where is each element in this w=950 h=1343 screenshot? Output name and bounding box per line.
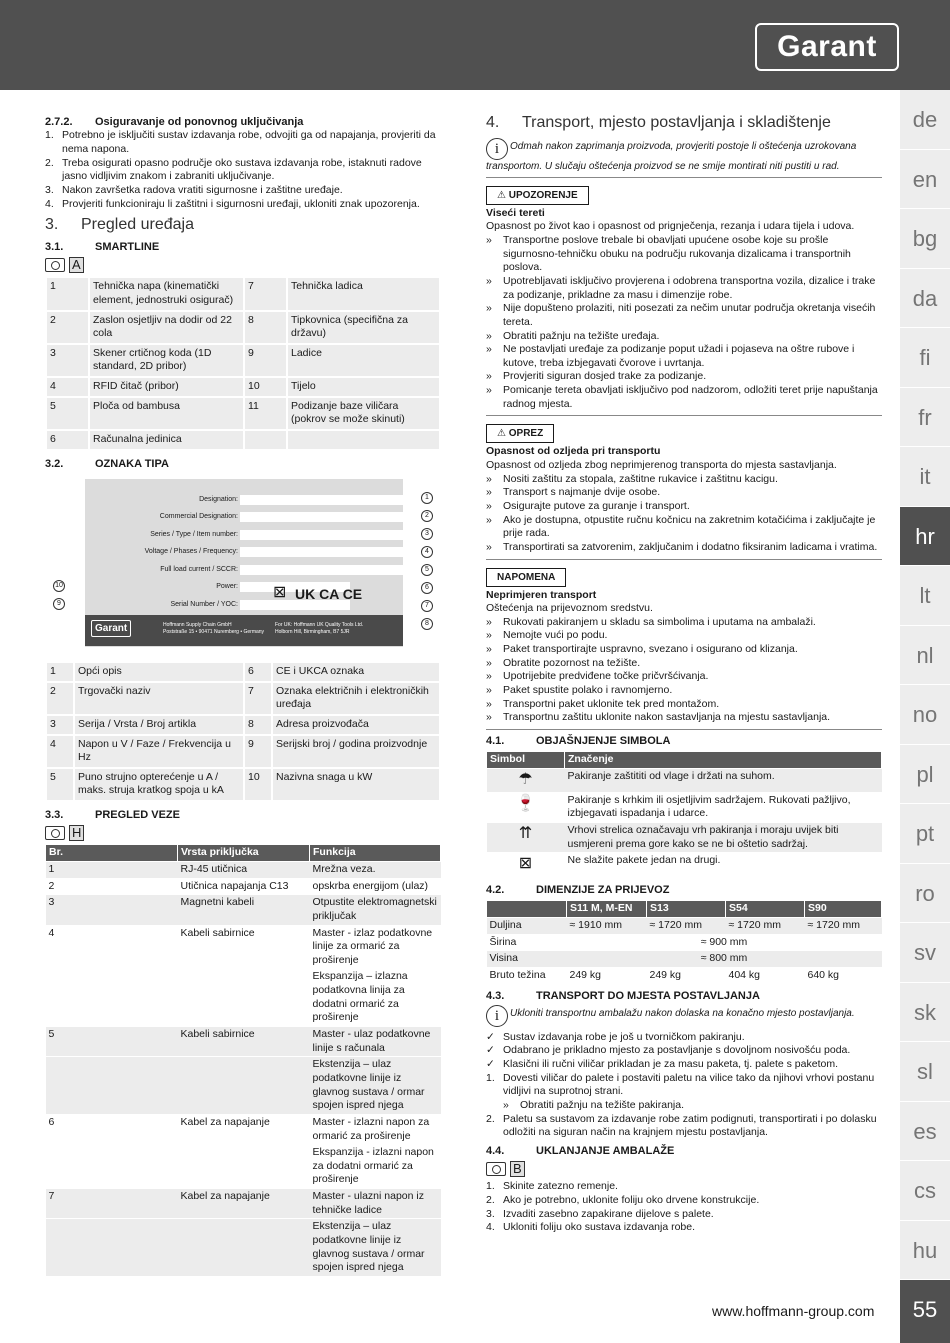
list-item: » Nemojte vući po podu. <box>486 629 882 643</box>
table-cell: ≈ 1720 mm <box>726 917 805 934</box>
table-cell: 249 kg <box>567 967 647 984</box>
table-cell: 404 kg <box>726 967 805 984</box>
column-header: S90 <box>805 901 882 918</box>
lang-tab-fr[interactable]: fr <box>900 388 950 448</box>
table-cell: 8 <box>244 311 287 344</box>
table-cell: Podizanje baze viličara (pokrov se može skinuti) <box>287 397 440 430</box>
table-cell: Zaslon osjetljiv na dodir od 22 cola <box>89 311 244 344</box>
right-column <box>486 113 882 1235</box>
section-heading-2-7-2: 2.7.2. Osiguravanje od ponovnog uključivanja <box>45 116 304 128</box>
info-icon: i <box>486 1005 508 1027</box>
list-item: » Upotrebljavati isključivo provjerena i odobrena transportna vozila, dizalice i trake za podizanje, prikladne za masu i dimenzije robe. <box>486 275 882 302</box>
table-cell: 6 <box>46 1114 178 1144</box>
figure-reference-b: B <box>486 1161 882 1177</box>
list-item: ✓ Klasični ili ručni viličar prikladan je za masu paketa, tj. palete s paketom. <box>486 1058 882 1072</box>
list-item: » Ne postavljati uređaje za podizanje poput užadi i pojaseva na oštre rubove i kutove, treba izbjegavati čvorove i uvrtanja. <box>486 343 882 370</box>
table-cell <box>287 430 440 450</box>
table-cell: Ekspanzija – izlazna podatkovna linija za dodatni ormarić za proširenje <box>310 969 441 1027</box>
divider <box>486 415 882 416</box>
table-row <box>46 1057 441 1115</box>
table-row <box>46 878 441 895</box>
callout-marker: 6 <box>421 582 433 594</box>
table-cell: 2 <box>46 878 178 895</box>
symbol-cell <box>487 822 565 852</box>
warning-badge: ⚠ UPOZORENJE <box>486 186 589 205</box>
plate-address-2: Poststraße 15 • 90471 Nuremberg • Germany <box>163 628 265 635</box>
list-item: » Nije dopušteno prolaziti, niti posezati za nečim unutar područja okretanja visećih tereta. <box>486 302 882 329</box>
table-cell: Kabel za napajanje <box>178 1189 310 1219</box>
plate-field-label: Power: <box>216 583 238 591</box>
table-cell: Ladice <box>287 344 440 377</box>
table-cell: Nazivna snaga u kW <box>272 768 440 801</box>
page-number: 55 <box>900 1280 950 1343</box>
warning-text: Opasnost po život kao i opasnost od prignječenja, rezanja i udara tijela i udova. <box>486 220 855 233</box>
callout-marker: 1 <box>421 492 433 504</box>
fragile-glass-icon: 🍷 <box>515 794 536 812</box>
list-item: 4. Provjeriti funkcioniraju li zaštitni i sigurnosni uređaji, ukloniti znak upozorenja. <box>45 197 420 210</box>
table-cell: Skener crtičnog koda (1D standard, 2D pribor) <box>89 344 244 377</box>
list-item: » Ako je dostupna, otpustite ručnu kočnicu na zakretnim kotačićima i zaključajte je prije rada. <box>486 514 882 541</box>
table-cell: Pakiranje zaštititi od vlage i držati na suhom. <box>565 768 882 792</box>
table-cell: 10 <box>244 768 272 801</box>
table-cell: Tipkovnica (specifična za državu) <box>287 311 440 344</box>
table-cell: ≈ 1910 mm <box>567 917 647 934</box>
table-cell: Oznaka električnih i elektroničkih uređaja <box>272 682 440 715</box>
figure-reference-h: H <box>45 825 441 841</box>
table-cell: 6 <box>46 430 89 450</box>
table-row <box>46 895 441 925</box>
section-heading-4-2: 4.2. DIMENZIJE ZA PRIJEVOZ <box>486 884 670 897</box>
table-cell: Ne slažite pakete jedan na drugi. <box>565 853 882 877</box>
column-header: Vrsta priključka <box>178 845 310 862</box>
plate-field-row <box>85 510 403 524</box>
symbols-table <box>486 751 882 877</box>
table-cell: Tehnička napa (kinematički element, jednostruki osigurač) <box>89 277 244 310</box>
table-cell: 7 <box>46 1189 178 1219</box>
table-row <box>46 768 440 801</box>
lang-tab-nl[interactable]: nl <box>900 626 950 686</box>
plate-field-label: Serial Number / YOC: <box>170 600 238 608</box>
table-row <box>487 934 882 951</box>
list-item: » Upotrijebite predviđene točke pričvršćivanja. <box>486 670 882 684</box>
table-cell <box>244 430 287 450</box>
table-row <box>487 822 882 852</box>
table-cell: Trgovački naziv <box>74 682 244 715</box>
list-item: » Obratiti pažnju na težište uređaja. <box>486 330 882 344</box>
table-cell: Utičnica napajanja C13 <box>178 878 310 895</box>
table-cell <box>46 1057 178 1115</box>
plate-address-1: Hoffmann Supply Chain GmbH <box>163 621 232 628</box>
table-cell: 1 <box>46 277 89 310</box>
plate-field-box <box>240 547 427 557</box>
table-cell: Računalna jedinica <box>89 430 244 450</box>
symbol-cell <box>487 853 565 877</box>
left-column <box>45 113 441 1277</box>
table-cell: 9 <box>244 735 272 768</box>
plate-field-label: Designation: <box>199 495 238 503</box>
plate-field-box <box>240 495 427 505</box>
list-item: 3. Izvaditi zasebno zapakirane dijelove s palete. <box>486 1207 714 1220</box>
column-header: Simbol <box>487 752 565 769</box>
table-cell: 640 kg <box>805 967 882 984</box>
divider <box>486 729 882 730</box>
plate-field-box <box>240 530 427 540</box>
plate-field-label: Voltage / Phases / Frequency: <box>144 548 238 556</box>
plate-field-row <box>85 493 403 507</box>
column-header <box>487 901 567 918</box>
symbol-cell <box>487 768 565 792</box>
plate-field-box <box>240 512 427 522</box>
table-cell: 1 <box>46 862 178 879</box>
table-cell: CE i UKCA oznaka <box>272 662 440 682</box>
umbrella-icon: ☂ <box>518 770 533 788</box>
table-cell: Puno strujno opterećenje u A / maks. struja kratkog spoja u kA <box>74 768 244 801</box>
list-item: » Paket spustite polako i ravnomjerno. <box>486 684 882 698</box>
table-row <box>46 969 441 1027</box>
table-cell <box>178 1219 310 1277</box>
plate-uk-1: For UK: Hoffmann UK Quality Tools Ltd. <box>275 621 364 628</box>
table-cell: Opći opis <box>74 662 244 682</box>
list-item: 1. Potrebno je isključiti sustav izdavanja robe, odvojiti ga od napajanja, provjeriti da nema napona. <box>45 129 436 155</box>
caution-badge: ⚠ OPREZ <box>486 424 554 443</box>
list-item: » Transportni paket uklonite tek pred montažom. <box>486 698 882 712</box>
dimensions-table <box>486 900 882 984</box>
table-row <box>46 662 440 682</box>
list-item: » Rukovati pakiranjem u skladu sa simbolima i uputama na ambalaži. <box>486 616 882 630</box>
lang-tab-de[interactable]: de <box>900 90 950 150</box>
column-header: Značenje <box>565 752 882 769</box>
table-cell: 3 <box>46 895 178 925</box>
table-cell: Vrhovi strelica označavaju vrh pakiranja i moraju uvijek biti usmjereni prema gore kako se ne bi oštetio sadržaj. <box>565 822 882 852</box>
info-icon: i <box>486 138 508 160</box>
list-item: » Paket transportirajte uspravno, svezano i osigurano od klizanja. <box>486 643 882 657</box>
callout-marker: 7 <box>421 600 433 612</box>
prerequisites-list <box>486 1031 882 1072</box>
this-way-up-icon: ⇈ <box>518 824 533 842</box>
list-item: » Transportnu zaštitu uklonite nakon sastavljanja na mjestu sastavljanja. <box>486 711 882 725</box>
table-cell <box>178 1057 310 1115</box>
section-heading-4-3: 4.3. TRANSPORT DO MJESTA POSTAVLJANJA <box>486 989 760 1002</box>
lang-tab-sv[interactable]: sv <box>900 923 950 983</box>
table-cell: Mrežna veza. <box>310 862 441 879</box>
lang-tab-cs[interactable]: cs <box>900 1161 950 1221</box>
plate-logo: Garant <box>91 620 131 637</box>
section-heading-4-4: 4.4. UKLANJANJE AMBALAŽE <box>486 1144 675 1157</box>
table-cell: ≈ 800 mm <box>567 951 882 968</box>
list-item: 4. Ukloniti foliju oko sustava izdavanja robe. <box>486 1221 696 1234</box>
lang-tab-ro[interactable]: ro <box>900 864 950 924</box>
table-cell: ≈ 1720 mm <box>805 917 882 934</box>
column-header: Br. <box>46 845 178 862</box>
table-cell: 249 kg <box>647 967 726 984</box>
plate-field-row <box>85 528 403 542</box>
warning-title: Viseći tereti <box>486 206 545 219</box>
column-header: S54 <box>726 901 805 918</box>
caution-list <box>486 473 882 555</box>
table-row <box>46 1114 441 1144</box>
table-cell: Visina <box>487 951 567 968</box>
table-row <box>487 792 882 822</box>
table-cell: Kabel za napajanje <box>178 1114 310 1144</box>
list-item: » Transportne poslove trebale bi obavljati upućene osobe koje su prošle sigurnosno-tehničku obuku na području rukovanja dizalicama i transportnih poslova. <box>486 234 882 275</box>
plate-field-label: Full load current / SCCR: <box>160 565 238 573</box>
callout-marker: 3 <box>421 528 433 540</box>
lang-tab-hr[interactable]: hr <box>900 507 950 567</box>
numbered-list <box>45 129 441 211</box>
table-cell: Master - ulazni napon iz tehničke ladice <box>310 1189 441 1219</box>
callout-marker: 8 <box>421 618 433 630</box>
table-cell <box>46 969 178 1027</box>
plate-field-row <box>85 563 403 577</box>
column-header: Funkcija <box>310 845 441 862</box>
table-cell: ≈ 900 mm <box>567 934 882 951</box>
table-row <box>46 735 440 768</box>
table-cell: Duljina <box>487 917 567 934</box>
table-cell: 8 <box>244 715 272 735</box>
plate-field-label: Commercial Designation: <box>159 513 238 521</box>
ukca-ce-marks: UK CA CE <box>295 585 363 602</box>
lang-tab-sk[interactable]: sk <box>900 983 950 1043</box>
lang-tab-sl[interactable]: sl <box>900 1042 950 1102</box>
table-cell: 7 <box>244 277 287 310</box>
warning-triangle-icon: ⚠ <box>497 428 509 440</box>
list-item: 2. Treba osigurati opasno područje oko sustava izdavanja robe, istaknuti radove jasno vidljivim znakom i zabraniti uključivanje. <box>45 156 422 183</box>
table-header-row <box>487 752 882 769</box>
table-row <box>46 1219 441 1277</box>
lang-tab-bg[interactable]: bg <box>900 209 950 269</box>
table-row <box>46 430 440 450</box>
caution-title: Opasnost od ozljeda pri transportu <box>486 445 661 458</box>
section-heading-3-1: 3.1. SMARTLINE <box>45 240 160 253</box>
table-row <box>46 925 441 969</box>
type-plate-figure <box>45 479 441 651</box>
list-item: 3. Nakon završetka radova vratiti sigurnosne i zaštitne uređaje. <box>45 183 343 196</box>
table-cell: Ploča od bambusa <box>89 397 244 430</box>
lang-tab-en[interactable]: en <box>900 150 950 210</box>
section-heading-4-1: 4.1. OBJAŠNJENJE SIMBOLA <box>486 734 671 747</box>
lang-tab-es[interactable]: es <box>900 1102 950 1162</box>
plate-field-box <box>240 565 427 575</box>
table-cell: Serijski broj / godina proizvodnje <box>272 735 440 768</box>
table-cell: 2 <box>46 682 74 715</box>
table-cell <box>178 1145 310 1189</box>
table-row <box>46 397 440 430</box>
column-header: S11 M, M-EN <box>567 901 647 918</box>
table-cell: 6 <box>244 662 272 682</box>
lang-tab-hu[interactable]: hu <box>900 1221 950 1281</box>
table-cell: Pakiranje s krhkim ili osjetljivim sadržajem. Rukovati pažljivo, izbjegavati ispadanja i udarce. <box>565 792 882 822</box>
plate-field-label: Series / Type / Item number: <box>150 530 238 538</box>
list-item: 2. Ako je potrebno, uklonite foliju oko drvene konstrukcije. <box>486 1193 760 1206</box>
lang-tab-lt[interactable]: lt <box>900 566 950 626</box>
table-cell: Ekspanzija - izlazni napon za dodatni ormarić za proširenje <box>310 1145 441 1189</box>
table-cell: 3 <box>46 344 89 377</box>
list-item: » Transportirati sa zatvorenim, zaključanim i dodatno fiksiranim ladicama i vratima. <box>486 541 882 555</box>
lang-tab-fi[interactable]: fi <box>900 328 950 388</box>
table-cell: Kabeli sabirnice <box>178 1027 310 1057</box>
table-cell: Bruto težina <box>487 967 567 984</box>
connections-table <box>45 844 441 1277</box>
plate-uk-2: Holborn Hill, Birmingham, B7 5JR <box>275 628 350 635</box>
table-cell: 5 <box>46 768 74 801</box>
camera-icon <box>486 1162 506 1176</box>
table-cell: 11 <box>244 397 287 430</box>
note-text: Oštećenja na prijevoznom sredstvu. <box>486 602 653 615</box>
table-cell: 4 <box>46 377 89 397</box>
section-heading-4: 4. Transport, mjesto postavljanja i skladištenje <box>486 114 831 131</box>
list-item: » Provjeriti siguran dosjed trake za podizanje. <box>486 370 882 384</box>
table-cell: 5 <box>46 1027 178 1057</box>
table-cell: 4 <box>46 735 74 768</box>
lang-tab-pt[interactable]: pt <box>900 804 950 864</box>
table-cell: Napon u V / Faze / Frekvencija u Hz <box>74 735 244 768</box>
table-cell: 10 <box>244 377 287 397</box>
table-cell: Master - ulaz podatkovne linije s računala <box>310 1027 441 1057</box>
list-item: 2. Paletu sa sustavom za izdavanje robe zatim podignuti, transportirati i po dolasku odložiti na siguran način na krajnjem mjestu postavljanja. <box>486 1112 877 1139</box>
callout-marker: 4 <box>421 546 433 558</box>
camera-icon <box>45 826 65 840</box>
list-item: » Obratite pozornost na težište. <box>486 657 882 671</box>
callout-marker: 10 <box>53 580 65 592</box>
brand-logo: Garant <box>755 23 899 71</box>
table-cell: 9 <box>244 344 287 377</box>
steps-list <box>486 1072 882 1140</box>
footer-url: www.hoffmann-group.com <box>712 1303 875 1319</box>
warning-list <box>486 234 882 411</box>
lang-tab-da[interactable]: da <box>900 269 950 329</box>
table-cell: 7 <box>244 682 272 715</box>
table-row <box>46 277 440 310</box>
table-cell: Magnetni kabeli <box>178 895 310 925</box>
camera-icon <box>45 258 65 272</box>
note-badge: NAPOMENA <box>486 568 566 587</box>
divider <box>486 559 882 560</box>
table-cell: Širina <box>487 934 567 951</box>
table-row <box>46 1027 441 1057</box>
table-cell: 1 <box>46 662 74 682</box>
table-row <box>46 377 440 397</box>
note-title: Neprimjeren transport <box>486 588 597 601</box>
table-cell: Adresa proizvođača <box>272 715 440 735</box>
callout-marker: 5 <box>421 564 433 576</box>
table-row <box>46 682 440 715</box>
table-row <box>46 1145 441 1189</box>
table-row <box>487 967 882 984</box>
table-cell: 4 <box>46 925 178 969</box>
list-item: » Osigurajte putove za guranje i transport. <box>486 500 882 514</box>
lang-tab-no[interactable]: no <box>900 685 950 745</box>
do-not-stack-icon: ⊠ <box>518 855 533 873</box>
info-notice: i Ukloniti transportnu ambalažu nakon dolaska na konačno mjesto postavljanja. <box>486 1005 882 1027</box>
list-item: » Obratiti pažnju na težište pakiranja. <box>503 1099 882 1113</box>
callout-marker: 2 <box>421 510 433 522</box>
divider <box>486 177 882 178</box>
table-cell: Kabeli sabirnice <box>178 925 310 969</box>
warning-triangle-icon: ⚠ <box>497 189 509 201</box>
table-row <box>46 344 440 377</box>
table-cell: 2 <box>46 311 89 344</box>
lang-tab-pl[interactable]: pl <box>900 745 950 805</box>
weee-bin-icon: ⊠ <box>273 583 287 601</box>
table-row <box>46 715 440 735</box>
section-heading-3-3: 3.3. PREGLED VEZE <box>45 809 180 822</box>
list-item: ✓ Odabrano je prikladno mjesto za postavljanje s dovoljnom nosivošću poda. <box>486 1044 882 1058</box>
list-item: » Nositi zaštitu za stopala, zaštitne rukavice i zaštitnu kacigu. <box>486 473 882 487</box>
callout-marker: 9 <box>53 598 65 610</box>
symbol-cell <box>487 792 565 822</box>
list-item: » Pomicanje tereta obavljati isključivo pod nadzorom, odložiti teret prije napuštanja radnog mjesta. <box>486 384 882 411</box>
table-cell: 3 <box>46 715 74 735</box>
table-row <box>487 917 882 934</box>
table-cell <box>46 1145 178 1189</box>
table-cell: opskrba energijom (ulaz) <box>310 878 441 895</box>
list-item: ✓ Sustav izdavanja robe je još u tvorničkom pakiranju. <box>486 1031 882 1045</box>
table-cell: 5 <box>46 397 89 430</box>
components-table <box>45 276 441 450</box>
figure-reference-a: A <box>45 257 441 273</box>
table-row <box>46 862 441 879</box>
table-row <box>487 951 882 968</box>
list-item: 1. Dovesti viličar do palete i postaviti paletu na vilice tako da njihovi vrhovi postanu vidljivi na suprotnoj strani. » Obratiti pažnju na težište pakiranja. <box>486 1072 882 1113</box>
unpacking-steps <box>486 1180 882 1235</box>
table-header-row <box>46 845 441 862</box>
list-item: 1. Skinite zatezno remenje. <box>486 1180 618 1193</box>
table-cell: Tehnička ladica <box>287 277 440 310</box>
type-plate-footer <box>85 615 403 646</box>
note-list <box>486 616 882 725</box>
table-cell: RJ-45 utičnica <box>178 862 310 879</box>
info-notice: i Odmah nakon zaprimanja proizvoda, provjeriti postoje li oštećenja uzrokovana transportom. U slučaju oštećenja proizvod se ne smije montirati niti pustiti u rad. <box>486 138 882 173</box>
type-plate-legend-table <box>45 661 441 802</box>
table-cell: Otpustite elektromagnetski priključak <box>310 895 441 925</box>
table-row <box>487 853 882 877</box>
table-cell: Serija / Vrsta / Broj artikla <box>74 715 244 735</box>
table-cell: ≈ 1720 mm <box>647 917 726 934</box>
section-heading-3-2: 3.2. OZNAKA TIPA <box>45 457 169 470</box>
table-cell: RFID čitač (pribor) <box>89 377 244 397</box>
table-cell: Ekstenzija – ulaz podatkovne linije iz glavnog sustava / ormar spojen ispred njega <box>310 1057 441 1115</box>
lang-tab-it[interactable]: it <box>900 447 950 507</box>
table-row <box>46 1189 441 1219</box>
table-cell: Master - izlazni napon za ormarić za proširenje <box>310 1114 441 1144</box>
table-cell <box>178 969 310 1027</box>
list-item: » Transport s najmanje dvije osobe. <box>486 486 882 500</box>
column-header: S13 <box>647 901 726 918</box>
table-row <box>46 311 440 344</box>
table-cell <box>46 1219 178 1277</box>
plate-field-row <box>85 545 403 559</box>
table-header-row <box>487 901 882 918</box>
caution-text: Opasnost od ozljeda zbog neprimjerenog transporta do mjesta sastavljanja. <box>486 459 837 472</box>
table-cell: Tijelo <box>287 377 440 397</box>
table-cell: Ekstenzija – ulaz podatkovne linije iz glavnog sustava / ormar spojen ispred njega <box>310 1219 441 1277</box>
table-row <box>487 768 882 792</box>
section-heading-3: 3. Pregled uređaja <box>45 216 194 234</box>
table-cell: Master - izlaz podatkovne linije za ormarić za proširenje <box>310 925 441 969</box>
